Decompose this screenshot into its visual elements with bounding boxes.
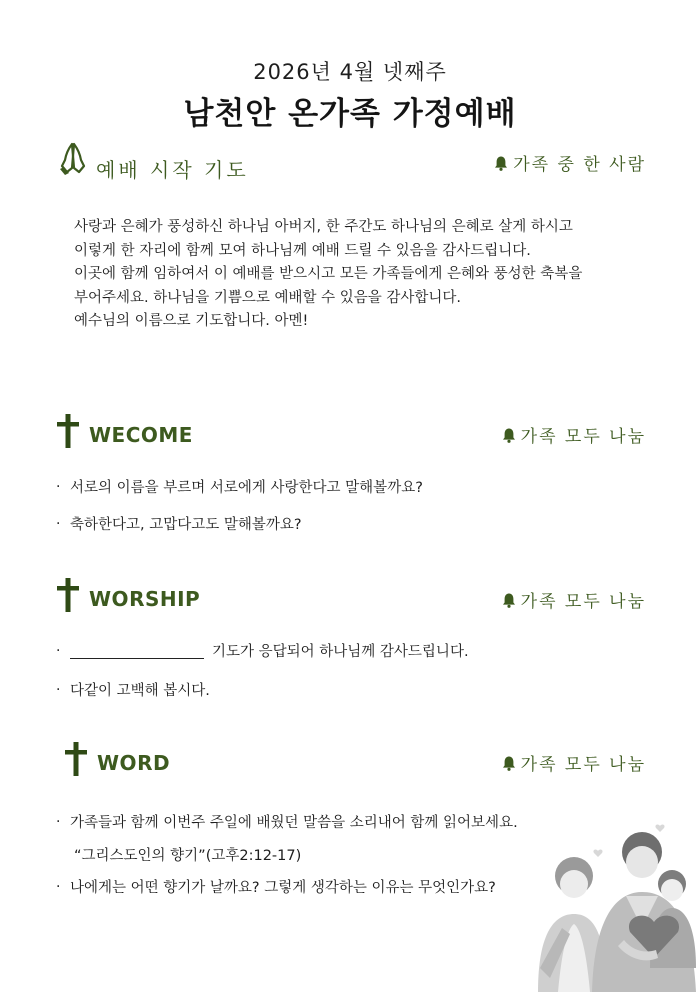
prayer-line: 부어주세요. 하나님을 기쁨으로 예배할 수 있음을 감사합니다. bbox=[74, 289, 462, 306]
page-title: 남천안 온가족 가정예배 bbox=[183, 96, 517, 132]
list-item bbox=[56, 640, 469, 661]
bell-icon bbox=[501, 755, 517, 771]
bell-icon bbox=[493, 155, 509, 171]
who-opening bbox=[493, 150, 646, 175]
cross-icon bbox=[65, 742, 87, 780]
section-title-welcome: WECOME bbox=[89, 423, 193, 447]
list-item-text: 가족들과 함께 이번주 주일에 배웠던 말씀을 소리내어 함께 읽어보세요. bbox=[70, 815, 518, 831]
page-subtitle: 2026년 4월 넷째주 bbox=[253, 60, 447, 84]
list-item bbox=[56, 811, 518, 832]
prayer-line: 이곳에 함께 임하여서 이 예배를 받으시고 모든 가족들에게 은혜와 풍성한 축복을 bbox=[74, 266, 583, 282]
praying-hands-icon bbox=[58, 142, 88, 176]
prayer-line: 예수님의 이름으로 기도합니다. 아멘! bbox=[74, 313, 309, 329]
list-item-text: 기도가 응답되어 하나님께 감사드립니다. bbox=[212, 644, 469, 660]
bullet-dot: · bbox=[56, 515, 61, 532]
list-item-text: 다같이 고백해 봅시다. bbox=[70, 683, 210, 699]
who-welcome bbox=[501, 422, 646, 447]
list-item bbox=[56, 476, 423, 497]
who-label: 가족 모두 나눔 bbox=[520, 592, 646, 612]
cross-icon bbox=[57, 578, 79, 616]
bible-verse: “그리스도인의 향기”(고후2:12-17) bbox=[74, 848, 302, 864]
bullet-dot: · bbox=[56, 813, 61, 830]
bell-icon bbox=[501, 592, 517, 608]
bell-icon bbox=[501, 427, 517, 443]
bullet-dot: · bbox=[56, 878, 61, 895]
who-label: 가족 모두 나눔 bbox=[520, 427, 646, 447]
bullet-dot: · bbox=[56, 478, 61, 495]
family-illustration bbox=[532, 818, 700, 992]
list-item bbox=[56, 679, 210, 700]
list-item-text: 축하한다고, 고맙다고도 말해볼까요? bbox=[70, 517, 302, 533]
list-item-text: 서로의 이름을 부르며 서로에게 사랑한다고 말해볼까요? bbox=[70, 480, 423, 496]
opening-prayer bbox=[74, 216, 654, 334]
who-label: 가족 모두 나눔 bbox=[520, 755, 646, 775]
bullet-dot: · bbox=[56, 681, 61, 698]
bullet-dot: · bbox=[56, 642, 61, 659]
section-title-opening: 예배 시작 기도 bbox=[96, 158, 249, 182]
cross-icon bbox=[57, 414, 79, 452]
who-word bbox=[501, 750, 646, 775]
fill-in-blank[interactable] bbox=[70, 642, 204, 659]
list-item-text: 나에게는 어떤 향기가 날까요? 그렇게 생각하는 이유는 무엇인가요? bbox=[70, 880, 496, 896]
prayer-line: 이렇게 한 자리에 함께 모여 하나님께 예배 드릴 수 있음을 감사드립니다. bbox=[74, 242, 531, 259]
prayer-line: 사랑과 은혜가 풍성하신 하나님 아버지, 한 주간도 하나님의 은혜로 살게 하시고 bbox=[74, 219, 573, 235]
section-title-word: WORD bbox=[97, 751, 171, 775]
list-item bbox=[56, 876, 496, 897]
who-label: 가족 중 한 사람 bbox=[513, 155, 646, 175]
who-worship bbox=[501, 587, 646, 612]
section-title-worship: WORSHIP bbox=[89, 587, 201, 611]
list-item bbox=[56, 513, 302, 534]
